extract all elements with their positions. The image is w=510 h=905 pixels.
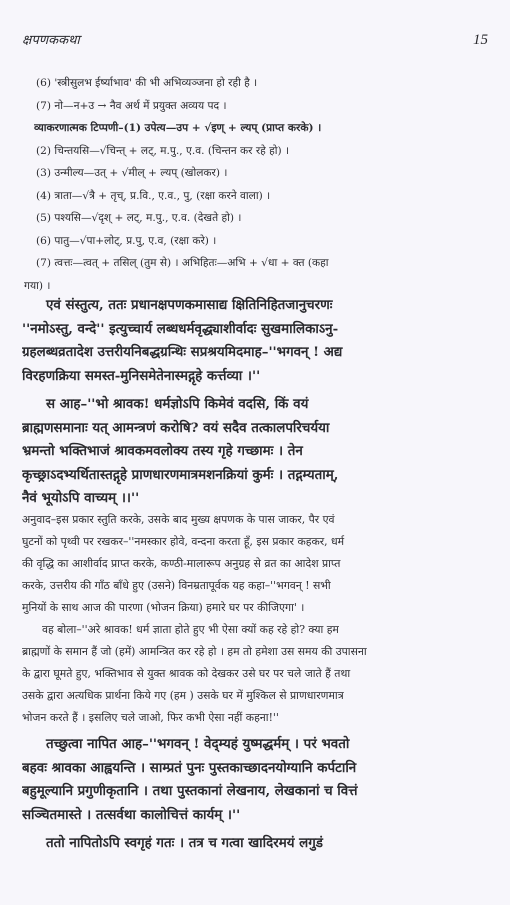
sanskrit-paragraph-2	[22, 393, 494, 511]
note-line: गया) ।	[24, 279, 51, 292]
sanskrit-line: नैवं भूयोऽपि वाच्यम् ।।''	[22, 490, 140, 506]
note-line: (6) पातु—√पा+लोट्, प्र.पु, ए.व, (रक्षा करे) ।	[36, 234, 217, 247]
note-line: (7) नो—न+उ → नैव अर्थ में प्रयुक्त अव्यय पद ।	[36, 99, 227, 112]
translation-line: घुटनों को पृथ्वी पर रखकर–''नमस्कार होवे, वन्दना करता हूँ, इस प्रकार कहकर, धर्म	[22, 535, 345, 548]
sanskrit-line: ''नमोऽस्तु, वन्दे'' इत्युच्चार्य लब्धधर्मवृद्ध्याशीर्वादः सुखमालिकाऽनु-	[22, 320, 339, 337]
note-line: (3) उन्मील्य—उत् + √मील् + ल्यप् (खोलकर) ।	[36, 167, 228, 179]
translation-line: मुनियों के साथ आज की पारणा (भोजन क्रिया) हमारे घर पर कीजिएगा' ।	[22, 601, 305, 614]
translation-line: करके, उत्तरीय की गाँठ बाँधे हुए (उसने) विनम्रतापूर्वक यह कहा–''भगवन् ! सभी	[22, 579, 331, 592]
sanskrit-line: कृच्छ्राऽदभ्यर्थितास्तद्गृहे प्राणधारणमात्रमशनक्रियां कुर्मः । तद्गम्यताम्,	[22, 466, 339, 483]
page-number: 15	[473, 32, 488, 48]
sanskrit-line: भ्रमन्तो भक्तिभाजं श्रावकमवलोक्य तस्य गृहे गच्छामः । तेन	[22, 443, 303, 459]
translation-line: की वृद्धि का आशीर्वाद प्राप्त करके, कण्ठी-मालारूप अनुग्रह से व्रत का आदेश प्राप्त	[22, 557, 341, 570]
sanskrit-paragraph-3	[22, 733, 494, 827]
sanskrit-line: बहुमूल्यानि प्रगुणीकृतानि । तथा पुस्तकानां लेखनाय, लेखकानां च वित्तं	[22, 783, 358, 799]
note-line: (5) पश्यसि—√दृश् + लट्, म.पु., ए.व. (देखते हो) ।	[36, 212, 242, 224]
grammar-note-heading: व्याकरणात्मक टिप्पणी–(1) उपेत्य—उप + √इण् + ल्यप् (प्राप्त करके) ।	[34, 122, 322, 134]
sanskrit-line: सञ्चितमास्ते । तत्सर्वथा कालोचित्तं कार्यम् ।''	[22, 806, 241, 823]
sanskrit-line: एवं संस्तुत्य, ततः प्रधानक्षपणकमासाद्य क्षितिनिहितजानुचरणः	[46, 297, 333, 313]
translation-line: वह बोला–''अरे श्रावक! धर्म ज्ञाता होते हुए भी ऐसा क्यों कह रहे हो? क्या हम	[42, 623, 339, 636]
sanskrit-line: ब्राह्मणसमानाः यत् आमन्त्रणं करोषि? वयं सदैव तत्कालपरिचर्यया	[22, 419, 330, 436]
translation-block	[22, 509, 494, 729]
note-line: (4) त्राता—√त्रै + तृच्, प्र.वि., ए.व., पु, (रक्षा करने वाला) ।	[36, 189, 271, 202]
sanskrit-line: ततो नापितोऽपि स्वगृहं गतः । तत्र च गत्वा खादिरमयं लगुडं	[46, 835, 323, 851]
translation-line: भोजन करते हैं । इसलिए चले जाओ, फिर कभी ऐसा नहीं कहना!''	[22, 711, 279, 724]
sanskrit-line: ग्रहलब्धव्रतादेश उत्तरीयनिबद्धग्रन्थिः सप्रश्रयमिदमाह–''भगवन् ! अद्य	[22, 344, 343, 360]
notes-block	[24, 72, 494, 297]
sanskrit-line: बहवः श्रावका आह्वयन्ति । साम्प्रतं पुनः पुस्तकाच्छादनयोग्यानि कर्पटानि	[22, 759, 357, 776]
note-line: (7) त्वत्तः—त्वत् + तसिल् (तुम से) । अभिहितः—अभि + √धा + क्त (कहा	[36, 257, 329, 269]
sanskrit-paragraph-1	[22, 294, 494, 388]
translation-line: ब्राह्मणों के समान हैं जो (हमें) आमन्त्रित कर रहे हो । हम तो हमेशा उस समय की उपासना	[22, 645, 367, 658]
sanskrit-paragraph-4	[22, 832, 494, 856]
translation-line: के द्वारा घूमते हुए, भक्तिभाव से युक्त श्रावक को देखकर उसे घर पर चले जाते हैं तथा	[22, 667, 351, 680]
page-header	[22, 30, 488, 56]
sanskrit-line: स आह–''भो श्रावक! धर्मज्ञोऽपि किमेवं वदसि, किं वयं	[46, 396, 309, 412]
sanskrit-line: तच्छुत्वा नापित आह–''भगवन् ! वेद्म्यहं युष्मद्धर्मम् । परं भवतो	[46, 736, 350, 752]
translation-line: उसके द्वारा अत्यधिक प्रार्थना किये गए (हम ) उसके घर में मुश्किल से प्राणधारणमात्र	[22, 689, 344, 702]
translation-line: अनुवाद–इस प्रकार स्तुति करके, उसके बाद मुख्य क्षपणक के पास जाकर, पैर एवं	[22, 513, 335, 526]
note-line: (2) चिन्तयसि—√चिन्त् + लट्, म.पु., ए.व. (चिन्तन कर रहे हो) ।	[36, 144, 290, 157]
running-title: क्षपणककथा	[22, 33, 80, 48]
note-line: (6) 'स्त्रीसुलभ ईर्ष्याभाव' की भी अभिव्यञ्जना हो रही है ।	[36, 77, 258, 89]
sanskrit-line: विरहणक्रिया समस्त-मुनिसमेतेनास्मद्गृहे कर्त्तव्या ।''	[22, 367, 261, 384]
